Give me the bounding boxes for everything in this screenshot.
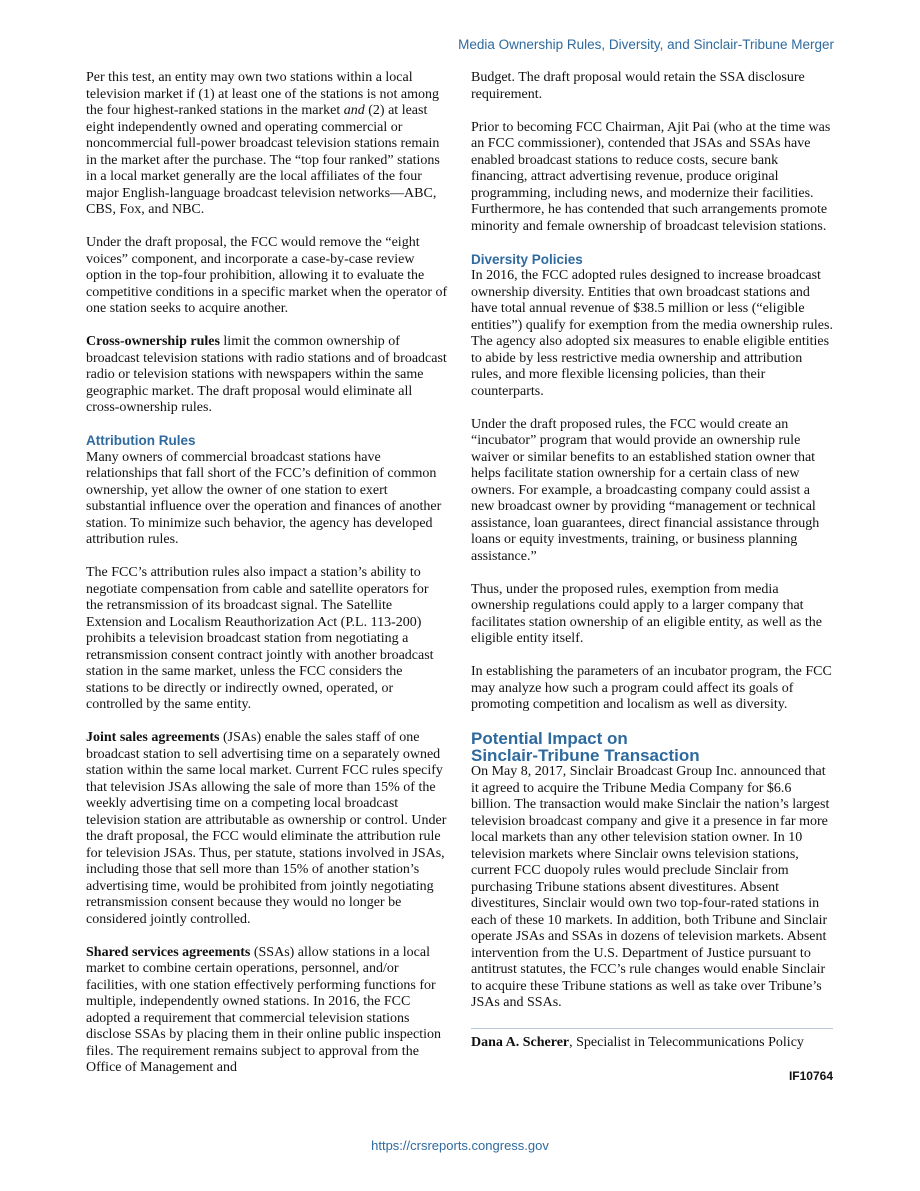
paragraph-attribution-intro: Many owners of commercial broadcast stations have relationships that fall short of the FCC’s definition of common ownership, yet allow the owner of one station to exert substantial influence over the operation and finances of another station. To minimize such behavior, the agency has developed attribution rules. bbox=[86, 449, 442, 547]
author-divider bbox=[471, 1028, 833, 1029]
left-column bbox=[86, 70, 448, 1093]
paragraph-ssa-continued: Budget. The draft proposal would retain the SSA disclosure requirement. bbox=[471, 70, 805, 102]
heading-potential-impact-line2: Sinclair-Tribune Transaction bbox=[471, 746, 700, 765]
paragraph-eight-voices: Under the draft proposal, the FCC would remove the “eight voices” component, and incorporate a case-by-case review option in the top-four prohibition, allowing it to evaluate the competitive conditions in a specific market when the operator of one station seeks to acquire another. bbox=[86, 235, 448, 316]
paragraph-ssa: Shared services agreements (SSAs) allow stations in a local market to combine certain operations, personnel, and/or facilities, with one station effectively performing functions for multiple, independently owned stations. In 2016, the FCC adopted a requirement that commercial television stations disclose SSAs by placing them in their online public inspection files. The requirement remains subject to approval from the Office of Management and bbox=[86, 944, 442, 1075]
heading-potential-impact-line1: Potential Impact on bbox=[471, 729, 628, 748]
paragraph-exemption: Thus, under the proposed rules, exemption from media ownership regulations could apply to a larger company that facilitates station ownership of an eligible entity, as well as the eligible entity itself. bbox=[471, 581, 822, 646]
paragraph-top-four-test: Per this test, an entity may own two stations within a local television market if (1) at least one of the stations is not among the four highest-ranked stations in the market and (2) at least eight independently owned and operating commercial or noncommercial full-power broadcast television stations remain in the market after the purchase. The “top four ranked” stations in a local market generally are the local affiliates of the four major English-language broadcast television networks—ABC, CBS, Fox, and NBC. bbox=[86, 70, 440, 217]
paragraph-retransmission: The FCC’s attribution rules also impact a station’s ability to negotiate compensation from cable and satellite operators for the retransmission of its broadcast signal. The Satellite Extension and Localism Reauthorization Act (P.L. 113-200) prohibits a television broadcast station from negotiating a retransmission consent contract jointly with another broadcast station in the same market, unless the FCC considers the stations to be directly or indirectly owned, operated, or controlled by the same entity. bbox=[86, 565, 434, 712]
paragraph-incubator-parameters: In establishing the parameters of an incubator program, the FCC may analyze how such a program could affect its goals of promoting competition and localism as well as diversity. bbox=[471, 664, 832, 712]
paragraph-pai: Prior to becoming FCC Chairman, Ajit Pai (who at the time was an FCC commissioner), contended that JSAs and SSAs have enabled broadcast stations to reduce costs, secure bank financing, attract advertising revenue, produce original programming, including news, and modernize their facilities. Furthermore, he has contended that such arrangements promote minority and female ownership of broadcast television stations. bbox=[471, 119, 831, 234]
heading-diversity-policies: Diversity Policies bbox=[471, 251, 583, 267]
lead-ssa: Shared services agreements bbox=[86, 944, 251, 960]
heading-attribution-rules: Attribution Rules bbox=[86, 433, 196, 448]
author-name: Dana A. Scherer bbox=[471, 1035, 570, 1050]
author-line bbox=[471, 1035, 833, 1052]
running-header-title: Media Ownership Rules, Diversity, and Sinclair-Tribune Merger bbox=[458, 37, 834, 52]
heading-potential-impact bbox=[471, 730, 833, 764]
emphasis-and: and bbox=[343, 103, 365, 118]
report-id: IF10764 bbox=[788, 1069, 833, 1083]
lead-jsa: Joint sales agreements bbox=[86, 730, 220, 745]
paragraph-incubator: Under the draft proposed rules, the FCC would create an “incubator” program that would provide an ownership rule waiver or similar benefits to an established station owner that helps facilitate station ownership for a certain class of new owners. For example, a broadcasting company could assist a new broadcast owner by providing “management or technical assistance, loan guarantees, direct financial assistance through loans or equity investments, training, or business planning assistance.” bbox=[471, 416, 820, 564]
paragraph-sinclair-tribune: On May 8, 2017, Sinclair Broadcast Group Inc. announced that it agreed to acquire the Tribune Media Company for $6.6 billion. The transaction would make Sinclair the nation’s largest television broadcast company and give it a presence in far more local markets than any other television station owner. In 10 television markets where Sinclair owns television stations, current FCC duopoly rules would preclude Sinclair from purchasing Tribune stations absent divestitures. Absent divestitures, Sinclair would own two top-four-rated stations in each of these 10 markets. In addition, both Tribune and Sinclair operate JSAs and SSAs in dozens of television markets. Absent intervention from the U.S. Department of Justice pursuant to antitrust statutes, the FCC’s rule changes would enable Sinclair to acquire these Tribune stations as well as take over Tribune’s JSAs and SSAs. bbox=[471, 764, 830, 1010]
paragraph-cross-ownership: Cross-ownership rules limit the common ownership of broadcast television stations with radio stations and of broadcast radio or television stations with newspapers within the same geographic market. The draft proposal would eliminate all cross-ownership rules. bbox=[86, 334, 447, 415]
paragraph-diversity-2016: In 2016, the FCC adopted rules designed to increase broadcast ownership diversity. Entities that own broadcast stations and have total annual revenue of $38.5 million or less (“eligible entities”) qualify for exemption from the media ownership rules. The agency also adopted six measures to enable eligible entities to abide by less restrictive media ownership and attribution rules, and more flexible licensing policies, than their counterparts. bbox=[471, 268, 833, 399]
footer-url-link[interactable]: https://crsreports.congress.gov bbox=[371, 1138, 549, 1153]
lead-cross-ownership: Cross-ownership rules bbox=[86, 334, 220, 349]
author-title: , Specialist in Telecommunications Policy bbox=[569, 1035, 804, 1050]
paragraph-jsa: Joint sales agreements (JSAs) enable the sales staff of one broadcast station to sell advertising time on a separately owned station within the same local market. Current FCC rules specify that television JSAs allowing the sale of more than 15% of the weekly advertising time on a competing local broadcast television station are attributable as ownership or control. Under the draft proposal, the FCC would eliminate the attribution rule for television JSAs. Thus, per statute, stations involved in JSAs, including those that sell more than 15% of another station’s advertising time, would be prohibited from jointly negotiating retransmission consent because they would no longer be considered jointly controlled. bbox=[86, 730, 447, 927]
right-column bbox=[471, 70, 833, 1085]
